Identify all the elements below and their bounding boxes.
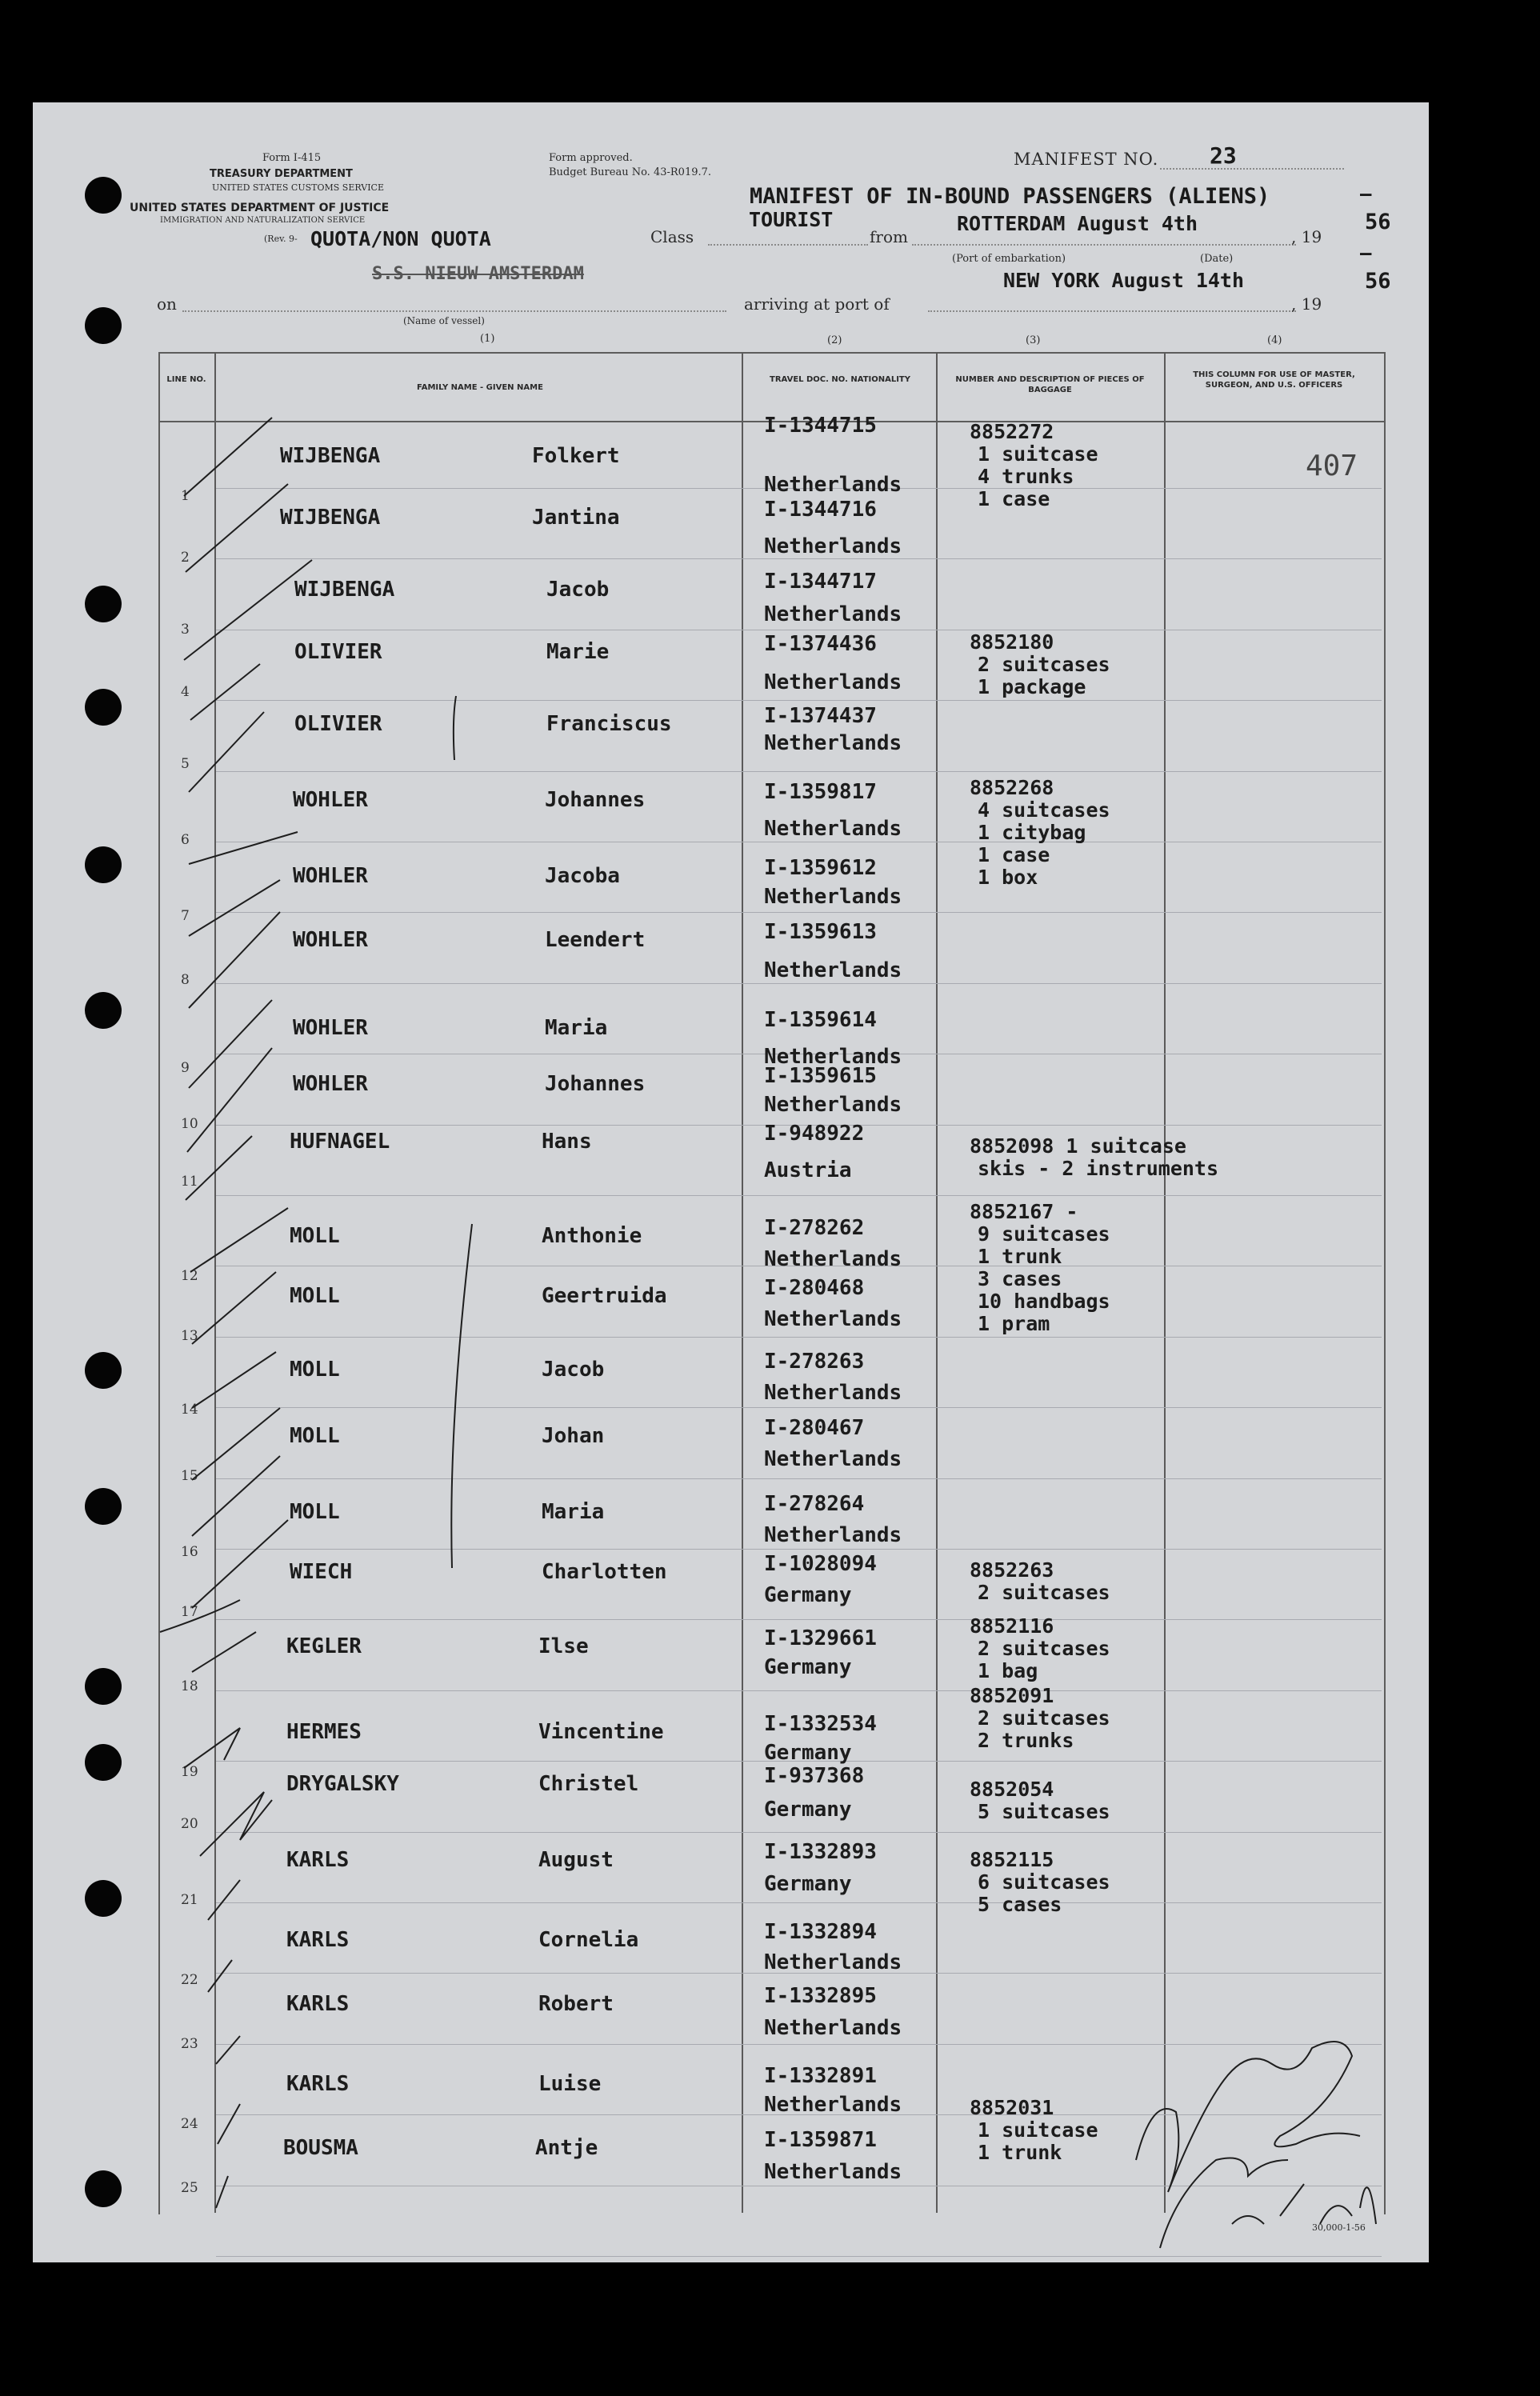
line-number: 17: [181, 1604, 198, 1620]
line-number: 2: [181, 550, 190, 566]
baggage-line: 1 pram: [978, 1312, 1050, 1335]
binder-hole: [85, 1880, 122, 1917]
family-name: WIECH: [290, 1560, 353, 1584]
given-name: Maria: [545, 1016, 608, 1040]
row-guide-line: [216, 983, 1382, 984]
date-label: (Date): [1200, 253, 1234, 265]
line-number: 18: [181, 1678, 198, 1694]
line-number: 12: [181, 1268, 198, 1284]
nationality: Germany: [764, 1798, 852, 1822]
nationality: Netherlands: [764, 1247, 902, 1271]
line-number: 7: [181, 908, 190, 924]
travel-doc-number: I-1359614: [764, 1008, 877, 1032]
family-name: KARLS: [286, 1848, 350, 1872]
given-name: Vincentine: [538, 1720, 664, 1744]
family-name: HERMES: [286, 1720, 362, 1744]
family-name: DRYGALSKY: [286, 1772, 399, 1796]
travel-doc-number: I-1359612: [764, 856, 877, 880]
binder-hole: [85, 1352, 122, 1389]
given-name: Hans: [542, 1130, 592, 1154]
travel-doc-number: I-1344716: [764, 498, 877, 522]
nationality: Netherlands: [764, 2160, 902, 2184]
treasury-department: TREASURY DEPARTMENT: [210, 168, 353, 180]
travel-doc-number: I-1332891: [764, 2064, 877, 2088]
binder-hole: [85, 177, 122, 214]
travel-doc-number: I-1359615: [764, 1064, 877, 1088]
given-name: Ilse: [538, 1634, 589, 1658]
baggage-line: 1 package: [978, 675, 1086, 698]
baggage-line: 1 suitcase: [978, 442, 1098, 466]
vessel-name: S.S. NIEUW AMSTERDAM: [372, 264, 584, 284]
given-name: Robert: [538, 1992, 614, 2016]
baggage-line: 3 cases: [978, 1267, 1062, 1290]
family-name: WIJBENGA: [294, 578, 395, 602]
baggage-line: 8852116: [970, 1614, 1054, 1638]
baggage-line: 9 suitcases: [978, 1222, 1110, 1246]
family-name: WOHLER: [293, 928, 368, 952]
binder-hole: [85, 586, 122, 622]
travel-doc-number: I-1344717: [764, 570, 877, 594]
given-name: Jacob: [542, 1358, 605, 1382]
line-number: 22: [181, 1972, 198, 1988]
travel-doc-number: I-280468: [764, 1276, 865, 1300]
family-name: WOHLER: [293, 1016, 368, 1040]
row-guide-line: [216, 700, 1382, 701]
nationality: Netherlands: [764, 817, 902, 841]
travel-doc-number: I-1374437: [764, 704, 877, 728]
family-name: KEGLER: [286, 1634, 362, 1658]
travel-doc-number: I-1332534: [764, 1712, 877, 1736]
family-name: MOLL: [290, 1500, 340, 1524]
row-guide-line: [216, 1619, 1382, 1620]
nationality: Germany: [764, 1741, 852, 1765]
binder-hole: [85, 846, 122, 883]
header-baggage: NUMBER AND DESCRIPTION OF PIECES OF BAGGAGE: [955, 375, 1145, 394]
line-number: 15: [181, 1468, 198, 1484]
manifest-number: 23: [1210, 142, 1237, 169]
line-number: 25: [181, 2180, 198, 2196]
family-name: OLIVIER: [294, 712, 382, 736]
from-value: ROTTERDAM August 4th: [957, 212, 1198, 235]
form-footer: 30,000-1-56: [1312, 2222, 1366, 2233]
year-prefix: , 19: [1291, 294, 1322, 314]
family-name: BOUSMA: [283, 2136, 358, 2160]
given-name: Antje: [535, 2136, 598, 2160]
baggage-line: 4 suitcases: [978, 798, 1110, 822]
family-name: MOLL: [290, 1358, 340, 1382]
nationality: Netherlands: [764, 670, 902, 694]
travel-doc-number: I-1028094: [764, 1552, 877, 1576]
baggage-line: 1 bag: [978, 1659, 1038, 1682]
baggage-line: 8852054: [970, 1778, 1054, 1801]
class-value: TOURIST: [749, 208, 834, 231]
baggage-line: skis - 2 instruments: [978, 1157, 1219, 1180]
row-guide-line: [216, 1832, 1382, 1833]
nationality: Netherlands: [764, 1447, 902, 1471]
given-name: Cornelia: [538, 1928, 639, 1952]
given-name: Luise: [538, 2072, 602, 2096]
family-name: WOHLER: [293, 788, 368, 812]
travel-doc-number: I-1359871: [764, 2128, 877, 2152]
year-value: 56: [1365, 210, 1391, 234]
row-guide-line: [216, 2044, 1382, 2045]
travel-doc-number: I-1359817: [764, 780, 877, 804]
given-name: Anthonie: [542, 1224, 642, 1248]
column-number: (3): [1026, 334, 1041, 346]
baggage-line: 1 trunk: [978, 2141, 1062, 2164]
arriving-value: NEW YORK August 14th: [1003, 269, 1245, 292]
line-number: 16: [181, 1544, 198, 1560]
baggage-line: 8852180: [970, 630, 1054, 654]
line-number: 21: [181, 1892, 198, 1908]
line-number: 10: [181, 1116, 198, 1132]
line-number: 20: [181, 1816, 198, 1832]
line-number: 6: [181, 832, 190, 848]
baggage-line: 2 trunks: [978, 1729, 1074, 1752]
travel-doc-number: I-278264: [764, 1492, 865, 1516]
baggage-line: 1 suitcase: [978, 2118, 1098, 2142]
travel-doc-number: I-278262: [764, 1216, 865, 1240]
nationality: Netherlands: [764, 2016, 902, 2040]
binder-hole: [85, 2170, 122, 2207]
travel-doc-number: I-1329661: [764, 1626, 877, 1650]
line-number: 13: [181, 1328, 198, 1344]
form-approved: Form approved.: [549, 152, 633, 164]
travel-doc-number: I-1344715: [764, 414, 877, 438]
family-name: MOLL: [290, 1424, 340, 1448]
family-name: KARLS: [286, 2072, 350, 2096]
arriving-label: arriving at port of: [744, 294, 890, 314]
binder-hole: [85, 1488, 122, 1525]
nationality: Netherlands: [764, 602, 902, 626]
year-prefix: , 19: [1291, 227, 1322, 246]
nationality: Netherlands: [764, 473, 902, 497]
nationality: Netherlands: [764, 1307, 902, 1331]
given-name: August: [538, 1848, 614, 1872]
given-name: Geertruida: [542, 1284, 667, 1308]
baggage-line: 2 suitcases: [978, 1706, 1110, 1730]
line-number: 14: [181, 1402, 198, 1418]
baggage-line: 4 trunks: [978, 465, 1074, 488]
given-name: Leendert: [545, 928, 646, 952]
travel-doc-number: I-1332894: [764, 1920, 877, 1944]
nationality: Netherlands: [764, 1523, 902, 1547]
baggage-line: 2 suitcases: [978, 1581, 1110, 1604]
line-number: 24: [181, 2116, 198, 2132]
row-guide-line: [216, 1478, 1382, 1479]
quota-status: QUOTA/NON QUOTA: [310, 227, 491, 250]
baggage-line: 8852115: [970, 1848, 1054, 1871]
nationality: Netherlands: [764, 1950, 902, 1974]
year-dash: –: [1360, 182, 1372, 205]
baggage-line: 1 trunk: [978, 1245, 1062, 1268]
family-name: WIJBENGA: [280, 506, 381, 530]
given-name: Jacob: [546, 578, 610, 602]
travel-doc-number: I-948922: [764, 1122, 865, 1146]
row-guide-line: [216, 1902, 1382, 1903]
on-label: on: [157, 294, 177, 314]
binder-hole: [85, 1668, 122, 1705]
given-name: Johan: [542, 1424, 605, 1448]
baggage-line: 8852263: [970, 1558, 1054, 1582]
family-name: OLIVIER: [294, 640, 382, 664]
port-embarkation-label: (Port of embarkation): [952, 253, 1066, 265]
nationality: Germany: [764, 1655, 852, 1679]
customs-service: UNITED STATES CUSTOMS SERVICE: [212, 182, 384, 193]
family-name: MOLL: [290, 1224, 340, 1248]
baggage-line: 2 suitcases: [978, 653, 1110, 676]
baggage-line: 8852272: [970, 420, 1054, 443]
budget-bureau: Budget Bureau No. 43-R019.7.: [549, 166, 712, 178]
header-line-no: LINE NO.: [166, 375, 206, 384]
family-name: WOHLER: [293, 1072, 368, 1096]
justice-department: UNITED STATES DEPARTMENT OF JUSTICE: [130, 202, 390, 214]
column-number: (1): [480, 333, 495, 345]
baggage-line: 1 citybag: [978, 821, 1086, 844]
officer-stamp-number: 407: [1306, 450, 1358, 482]
header-officers: THIS COLUMN FOR USE OF MASTER, SURGEON, AND U.S. OFFICERS: [1193, 370, 1355, 390]
given-name: Maria: [542, 1500, 605, 1524]
baggage-line: 1 case: [978, 843, 1050, 866]
baggage-line: 6 suitcases: [978, 1870, 1110, 1894]
family-name: MOLL: [290, 1284, 340, 1308]
row-guide-line: [216, 558, 1382, 559]
column-number: (2): [827, 334, 842, 346]
nationality: Netherlands: [764, 2093, 902, 2117]
given-name: Folkert: [532, 444, 620, 468]
family-name: KARLS: [286, 1928, 350, 1952]
binder-hole: [85, 1744, 122, 1781]
baggage-line: 1 case: [978, 487, 1050, 510]
line-number: 1: [181, 488, 190, 504]
baggage-line: 2 suitcases: [978, 1637, 1110, 1660]
manifest-title: MANIFEST OF IN-BOUND PASSENGERS (ALIENS): [750, 184, 1270, 209]
travel-doc-number: I-278263: [764, 1350, 865, 1374]
row-guide-line: [216, 1407, 1382, 1408]
line-number: 5: [181, 756, 190, 772]
nationality: Netherlands: [764, 958, 902, 982]
travel-doc-number: I-1332895: [764, 1984, 877, 2008]
baggage-line: 8852091: [970, 1684, 1054, 1707]
family-name: KARLS: [286, 1992, 350, 2016]
row-guide-line: [216, 2256, 1382, 2257]
baggage-line: 8852098 1 suitcase: [970, 1134, 1186, 1158]
header-travel-doc: TRAVEL DOC. NO. NATIONALITY: [770, 375, 910, 384]
given-name: Christel: [538, 1772, 639, 1796]
form-number: Form I-415: [262, 152, 322, 164]
given-name: Marie: [546, 640, 610, 664]
year-value: 56: [1365, 269, 1391, 294]
header-name: FAMILY NAME - GIVEN NAME: [417, 383, 543, 392]
nationality: Netherlands: [764, 1093, 902, 1117]
nationality: Netherlands: [764, 885, 902, 909]
class-label: Class: [650, 227, 694, 246]
given-name: Jacoba: [545, 864, 620, 888]
baggage-line: 5 cases: [978, 1893, 1062, 1916]
binder-hole: [85, 689, 122, 726]
baggage-line: 8852031: [970, 2096, 1054, 2119]
given-name: Johannes: [545, 788, 646, 812]
row-guide-line: [216, 771, 1382, 772]
given-name: Franciscus: [546, 712, 672, 736]
nationality: Austria: [764, 1158, 852, 1182]
nationality: Netherlands: [764, 534, 902, 558]
nationality: Germany: [764, 1872, 852, 1896]
travel-doc-number: I-280467: [764, 1416, 865, 1440]
form-revision: (Rev. 9-: [264, 234, 298, 244]
nationality: Netherlands: [764, 1381, 902, 1405]
manifest-number-label: MANIFEST NO.: [1014, 150, 1159, 169]
immigration-service: IMMIGRATION AND NATURALIZATION SERVICE: [160, 216, 366, 225]
line-number: 4: [181, 684, 190, 700]
given-name: Jantina: [532, 506, 620, 530]
baggage-line: 10 handbags: [978, 1290, 1110, 1313]
travel-doc-number: I-1359613: [764, 920, 877, 944]
given-name: Charlotten: [542, 1560, 667, 1584]
line-number: 8: [181, 972, 190, 988]
family-name: WIJBENGA: [280, 444, 381, 468]
from-label: from: [870, 227, 908, 246]
nationality: Germany: [764, 1583, 852, 1607]
binder-hole: [85, 307, 122, 344]
nationality: Netherlands: [764, 731, 902, 755]
line-number: 11: [181, 1174, 198, 1190]
baggage-line: 5 suitcases: [978, 1800, 1110, 1823]
travel-doc-number: I-1332893: [764, 1840, 877, 1864]
row-guide-line: [216, 1690, 1382, 1691]
line-number: 19: [181, 1764, 198, 1780]
baggage-line: 1 box: [978, 866, 1038, 889]
row-guide-line: [216, 912, 1382, 913]
family-name: WOHLER: [293, 864, 368, 888]
row-guide-line: [216, 1549, 1382, 1550]
year-dash: –: [1360, 242, 1372, 264]
baggage-line: 8852167 -: [970, 1200, 1078, 1223]
row-guide-line: [216, 1337, 1382, 1338]
family-name: HUFNAGEL: [290, 1130, 390, 1154]
travel-doc-number: I-1374436: [764, 632, 877, 656]
given-name: Johannes: [545, 1072, 646, 1096]
travel-doc-number: I-937368: [764, 1764, 865, 1788]
baggage-line: 8852268: [970, 776, 1054, 799]
line-number: 3: [181, 622, 190, 638]
binder-hole: [85, 992, 122, 1029]
column-number: (4): [1267, 334, 1282, 346]
line-number: 23: [181, 2036, 198, 2052]
line-number: 9: [181, 1060, 190, 1076]
vessel-label: (Name of vessel): [403, 315, 485, 326]
nationality: Netherlands: [764, 1045, 902, 1069]
row-guide-line: [216, 1195, 1382, 1196]
